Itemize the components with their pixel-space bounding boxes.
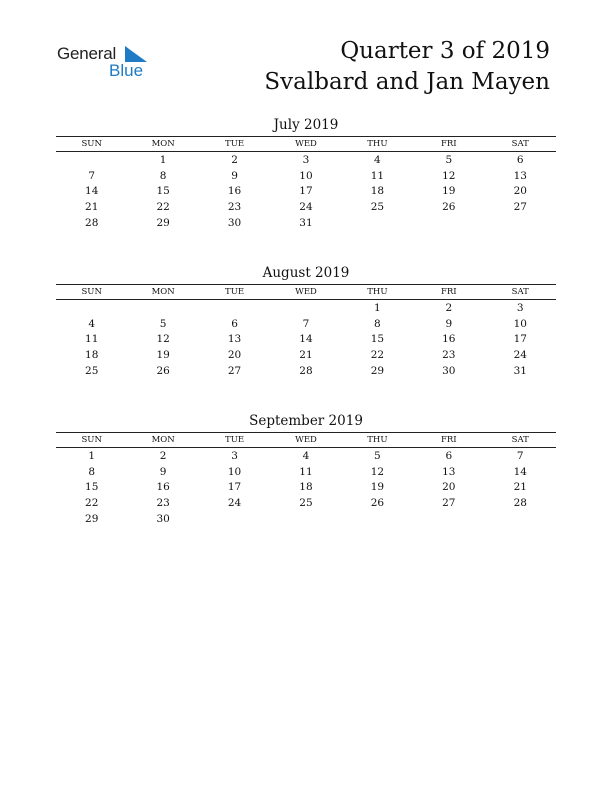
day-cell: 8	[374, 317, 381, 330]
week-row	[56, 363, 556, 379]
month-calendar	[56, 116, 556, 231]
day-cell: 13	[442, 465, 456, 478]
day-cell: 28	[299, 365, 313, 378]
day-cell	[413, 511, 484, 527]
day-cell: 3	[516, 301, 524, 314]
day-cell: 20	[442, 481, 456, 494]
month-grid	[56, 432, 556, 527]
day-cell: 13	[513, 169, 527, 182]
weekday-header: SUN	[56, 285, 127, 300]
day-cell: 7	[516, 449, 524, 462]
title-region: Svalbard and Jan Mayen	[264, 69, 550, 95]
day-cell: 2	[445, 301, 453, 314]
day-cell	[199, 511, 270, 527]
day-cell: 2	[159, 449, 167, 462]
day-cell: 17	[227, 481, 242, 494]
logo-text-blue: Blue	[109, 61, 144, 80]
day-cell: 25	[85, 365, 99, 378]
day-cell: 1	[374, 301, 381, 314]
day-cell: 10	[513, 317, 527, 330]
day-cell: 3	[302, 153, 310, 166]
month-grid	[56, 136, 556, 231]
day-cell: 19	[370, 481, 385, 494]
day-cell: 19	[442, 185, 456, 198]
week-row	[56, 511, 556, 527]
week-row	[56, 168, 556, 184]
weekday-header: WED	[270, 137, 341, 152]
day-cell: 25	[299, 497, 313, 510]
day-cell: 21	[299, 349, 313, 362]
day-cell	[56, 152, 127, 168]
day-cell	[270, 300, 341, 316]
day-cell: 23	[156, 497, 170, 510]
week-row	[56, 448, 556, 464]
day-cell: 25	[370, 201, 385, 214]
week-row	[56, 332, 556, 348]
day-cell: 18	[299, 481, 313, 494]
weekday-header: SUN	[56, 137, 127, 152]
week-row	[56, 495, 556, 511]
day-cell	[485, 511, 556, 527]
day-cell: 8	[159, 169, 167, 182]
day-cell: 26	[156, 365, 170, 378]
weekday-header: TUE	[199, 137, 270, 152]
day-cell: 27	[442, 497, 456, 510]
week-row	[56, 199, 556, 215]
weekday-header: SUN	[56, 433, 127, 448]
day-cell: 16	[442, 333, 456, 346]
day-cell	[56, 300, 127, 316]
day-cell: 7	[302, 317, 310, 330]
day-cell: 1	[88, 449, 96, 462]
day-cell: 15	[156, 185, 170, 198]
day-cell: 2	[231, 153, 238, 166]
weekday-header: TUE	[199, 433, 270, 448]
day-cell: 17	[513, 333, 527, 346]
week-row	[56, 215, 556, 231]
month-calendar	[56, 412, 556, 527]
day-cell: 15	[370, 333, 385, 346]
day-cell: 5	[445, 153, 453, 166]
week-row	[56, 184, 556, 200]
day-cell: 30	[156, 513, 170, 526]
day-cell: 17	[299, 185, 313, 198]
weekday-header: MON	[127, 433, 198, 448]
logo-triangle-icon	[125, 46, 147, 62]
day-cell: 11	[299, 465, 313, 478]
day-cell: 18	[85, 349, 99, 362]
day-cell	[127, 300, 198, 316]
day-cell: 4	[88, 317, 96, 330]
day-cell: 29	[370, 365, 385, 378]
logo-text-general: General	[57, 44, 117, 63]
day-cell: 31	[299, 217, 313, 230]
day-cell: 31	[513, 365, 527, 378]
week-row	[56, 152, 556, 168]
weekday-header: SAT	[485, 285, 556, 300]
day-cell: 22	[156, 201, 170, 214]
week-row	[56, 464, 556, 480]
month-calendar	[56, 264, 556, 379]
weekday-header: SAT	[485, 137, 556, 152]
weekday-header: TUE	[199, 285, 270, 300]
weekday-header: WED	[270, 433, 341, 448]
day-cell	[270, 511, 341, 527]
day-cell: 12	[442, 169, 456, 182]
day-cell	[199, 300, 270, 316]
day-cell: 15	[85, 481, 99, 494]
day-cell: 9	[159, 465, 167, 478]
day-cell: 21	[85, 201, 99, 214]
day-cell: 27	[227, 365, 242, 378]
day-cell: 1	[159, 153, 167, 166]
weekday-header: THU	[342, 285, 413, 300]
month-title: July 2019	[273, 117, 339, 133]
day-cell: 5	[374, 449, 381, 462]
day-cell: 23	[227, 201, 242, 214]
day-cell: 20	[227, 349, 242, 362]
day-cell: 20	[513, 185, 527, 198]
weekday-header: THU	[342, 433, 413, 448]
page-title	[264, 36, 550, 98]
day-cell: 22	[85, 497, 99, 510]
day-cell: 4	[302, 449, 310, 462]
day-cell: 28	[85, 217, 99, 230]
day-cell: 11	[370, 169, 385, 182]
month-title: September 2019	[249, 413, 363, 429]
week-row	[56, 347, 556, 363]
logo	[57, 44, 157, 84]
day-cell: 6	[445, 449, 453, 462]
title-quarter: Quarter 3 of 2019	[340, 38, 550, 64]
day-cell: 7	[88, 169, 96, 182]
day-cell: 23	[442, 349, 456, 362]
weekday-header: WED	[270, 285, 341, 300]
day-cell: 27	[513, 201, 527, 214]
week-row	[56, 300, 556, 316]
weekday-header: MON	[127, 285, 198, 300]
day-cell: 3	[231, 449, 238, 462]
day-cell: 24	[299, 201, 313, 214]
day-cell: 16	[227, 185, 242, 198]
day-cell: 24	[227, 497, 242, 510]
day-cell: 13	[227, 333, 242, 346]
day-cell: 26	[370, 497, 385, 510]
day-cell: 11	[85, 333, 99, 346]
day-cell: 26	[442, 201, 456, 214]
day-cell: 12	[370, 465, 385, 478]
day-cell: 5	[159, 317, 167, 330]
day-cell: 19	[156, 349, 170, 362]
weekday-header: FRI	[413, 285, 484, 300]
day-cell: 6	[516, 153, 524, 166]
day-cell: 14	[299, 333, 313, 346]
day-cell: 6	[231, 317, 238, 330]
week-row	[56, 480, 556, 496]
day-cell: 14	[513, 465, 527, 478]
month-title: August 2019	[262, 265, 350, 281]
day-cell: 9	[231, 169, 238, 182]
day-cell: 28	[513, 497, 527, 510]
day-cell: 8	[88, 465, 96, 478]
weekday-header: FRI	[413, 137, 484, 152]
weekday-header: THU	[342, 137, 413, 152]
day-cell	[342, 511, 413, 527]
weekday-header: SAT	[485, 433, 556, 448]
day-cell: 4	[374, 153, 381, 166]
day-cell	[485, 215, 556, 231]
day-cell: 21	[513, 481, 527, 494]
day-cell: 10	[299, 169, 313, 182]
day-cell: 16	[156, 481, 170, 494]
week-row	[56, 316, 556, 332]
day-cell: 24	[513, 349, 527, 362]
month-grid	[56, 284, 556, 379]
day-cell: 30	[442, 365, 456, 378]
day-cell: 14	[85, 185, 99, 198]
day-cell	[413, 215, 484, 231]
day-cell: 30	[227, 217, 242, 230]
weekday-header: MON	[127, 137, 198, 152]
day-cell: 29	[156, 217, 170, 230]
day-cell: 22	[370, 349, 385, 362]
day-cell: 29	[85, 513, 99, 526]
day-cell: 9	[445, 317, 453, 330]
day-cell: 12	[156, 333, 170, 346]
day-cell: 10	[227, 465, 242, 478]
weekday-header: FRI	[413, 433, 484, 448]
day-cell	[342, 215, 413, 231]
day-cell: 18	[370, 185, 385, 198]
